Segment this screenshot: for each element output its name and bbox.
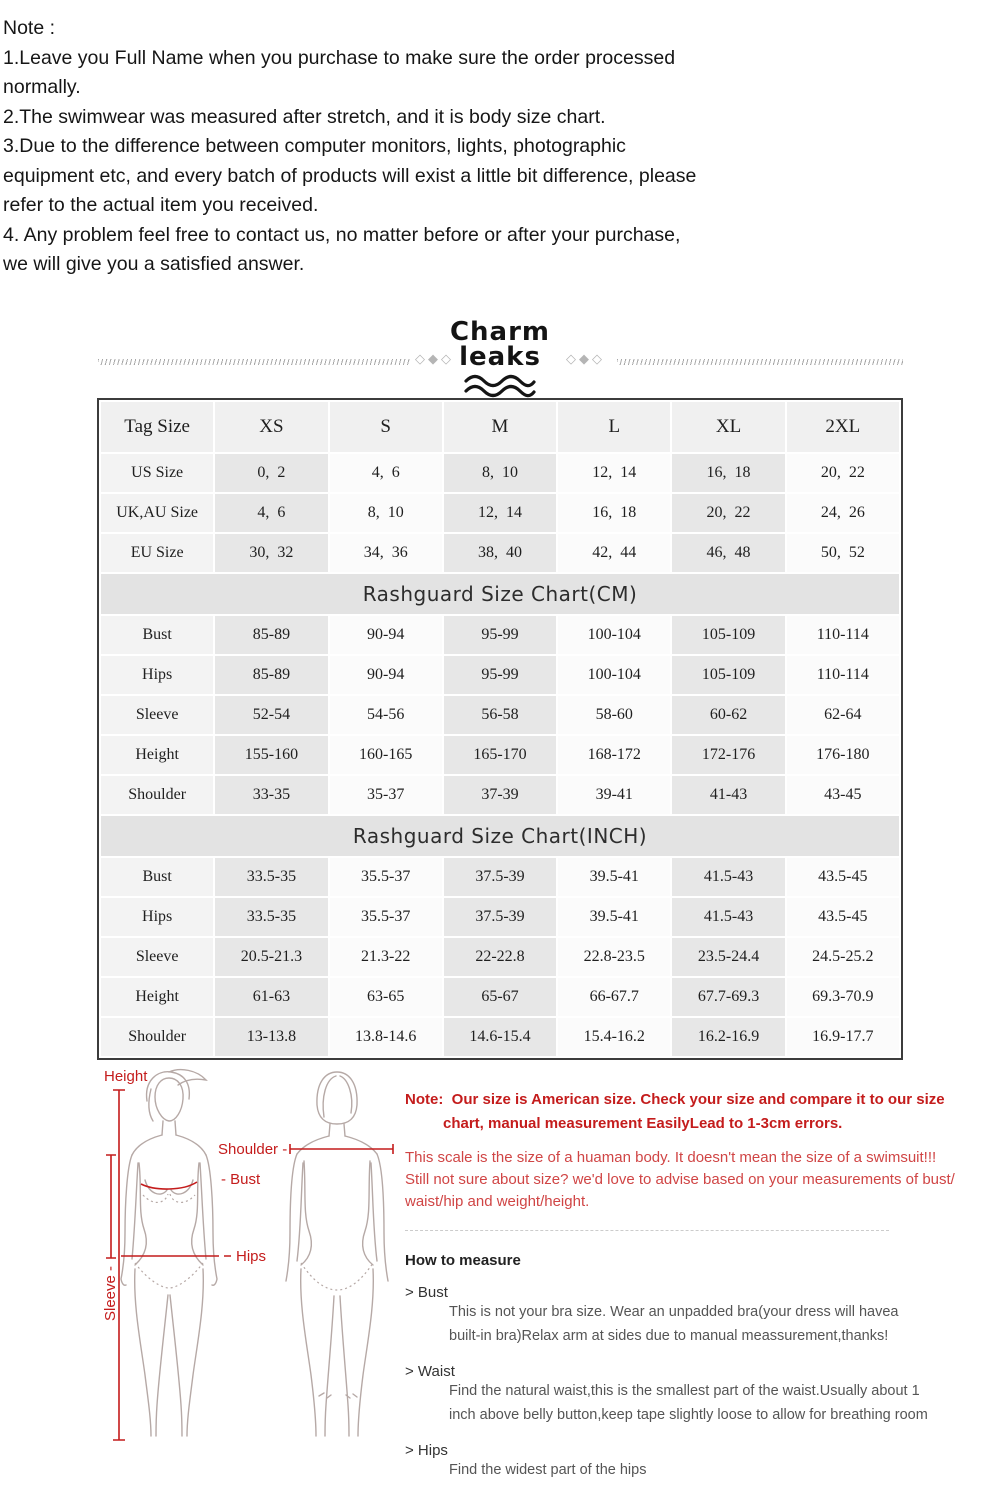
height-label: Height bbox=[104, 1068, 148, 1085]
seller-note bbox=[3, 14, 696, 280]
size-cell: 23.5-24.4 bbox=[672, 938, 784, 976]
size-cell: 41.5-43 bbox=[672, 858, 784, 896]
size-cell: 95-99 bbox=[444, 656, 556, 694]
note-line: Note: Our size is American size. Check your size and compare it to our size bbox=[405, 1091, 945, 1108]
size-cell: 60-62 bbox=[672, 696, 784, 734]
size-cell: 43.5-45 bbox=[787, 898, 899, 936]
row-label: Bust bbox=[101, 858, 213, 896]
size-cell: 15.4-16.2 bbox=[558, 1018, 670, 1056]
row-label: EU Size bbox=[101, 534, 213, 572]
size-cell: 30, 32 bbox=[215, 534, 327, 572]
size-cell: 24.5-25.2 bbox=[787, 938, 899, 976]
size-cell: 160-165 bbox=[330, 736, 442, 774]
measure-item-text: This is not your bra size. Wear an unpadded bra(your dress will havea bbox=[449, 1304, 899, 1320]
size-cell: 56-58 bbox=[444, 696, 556, 734]
row-label: Height bbox=[101, 736, 213, 774]
size-cell: 22-22.8 bbox=[444, 938, 556, 976]
measure-item-text: Find the widest part of the hips bbox=[449, 1462, 647, 1478]
size-table bbox=[97, 398, 903, 1060]
size-cell: 65-67 bbox=[444, 978, 556, 1016]
size-cell: 0, 2 bbox=[215, 454, 327, 492]
size-cell: 34, 36 bbox=[330, 534, 442, 572]
size-cell: 43-45 bbox=[787, 776, 899, 814]
column-header: XL bbox=[672, 402, 784, 452]
column-header: L bbox=[558, 402, 670, 452]
size-cell: 35-37 bbox=[330, 776, 442, 814]
hatch-divider-left bbox=[98, 359, 410, 365]
size-cell: 168-172 bbox=[558, 736, 670, 774]
measure-item-text: built-in bra)Relax arm at sides due to manual meassurement,thanks! bbox=[449, 1327, 889, 1344]
row-label: Bust bbox=[101, 616, 213, 654]
size-cell: 16.2-16.9 bbox=[672, 1018, 784, 1056]
note-line: 4. Any problem feel free to contact us, no matter before or after your purchase, bbox=[3, 223, 681, 246]
corner-header: Tag Size bbox=[101, 402, 213, 452]
size-cell: 37.5-39 bbox=[444, 858, 556, 896]
note-line: we will give you a satisfied answer. bbox=[3, 253, 305, 275]
column-header: M bbox=[444, 402, 556, 452]
size-cell: 41-43 bbox=[672, 776, 784, 814]
size-cell: 20.5-21.3 bbox=[215, 938, 327, 976]
size-cell: 100-104 bbox=[558, 656, 670, 694]
row-label: Sleeve bbox=[101, 938, 213, 976]
body-diagram bbox=[85, 1063, 415, 1468]
row-label: US Size bbox=[101, 454, 213, 492]
size-cell: 100-104 bbox=[558, 616, 670, 654]
size-cell: 95-99 bbox=[444, 616, 556, 654]
note-line: 1.Leave you Full Name when you purchase to make sure the order processed bbox=[3, 46, 676, 69]
size-cell: 90-94 bbox=[330, 616, 442, 654]
size-cell: 52-54 bbox=[215, 696, 327, 734]
size-cell: 33.5-35 bbox=[215, 858, 327, 896]
size-cell: 172-176 bbox=[672, 736, 784, 774]
size-cell: 13.8-14.6 bbox=[330, 1018, 442, 1056]
section-title: Rashguard Size Chart(INCH) bbox=[101, 816, 899, 856]
note-line: 2.The swimwear was measured after stretch, and it is body size chart. bbox=[3, 105, 606, 128]
note-line: normally. bbox=[3, 76, 81, 98]
brand-name-line2: leaks bbox=[459, 342, 541, 372]
size-cell: 37.5-39 bbox=[444, 898, 556, 936]
size-cell: 8, 10 bbox=[444, 454, 556, 492]
size-cell: 46, 48 bbox=[672, 534, 784, 572]
hatch-divider-right bbox=[617, 359, 903, 365]
body-size-warning bbox=[405, 1147, 997, 1213]
size-cell: 39.5-41 bbox=[558, 858, 670, 896]
size-cell: 12, 14 bbox=[558, 454, 670, 492]
column-header: XS bbox=[215, 402, 327, 452]
size-cell: 16, 18 bbox=[672, 454, 784, 492]
size-cell: 16, 18 bbox=[558, 494, 670, 532]
size-cell: 69.3-70.9 bbox=[787, 978, 899, 1016]
shoulder-label: Shoulder - bbox=[218, 1141, 288, 1158]
row-label: Hips bbox=[101, 898, 213, 936]
size-cell: 50, 52 bbox=[787, 534, 899, 572]
size-cell: 35.5-37 bbox=[330, 858, 442, 896]
size-cell: 22.8-23.5 bbox=[558, 938, 670, 976]
warning-line: Still not sure about size? we'd love to advise based on your measurements of bust/ bbox=[405, 1171, 955, 1188]
size-cell: 43.5-45 bbox=[787, 858, 899, 896]
how-to-measure-title: How to measure bbox=[405, 1252, 521, 1269]
size-cell: 38, 40 bbox=[444, 534, 556, 572]
size-cell: 105-109 bbox=[672, 616, 784, 654]
sleeve-label: Sleeve - bbox=[102, 1265, 119, 1321]
brand-name-line1: Charm bbox=[449, 317, 551, 347]
size-cell: 110-114 bbox=[787, 656, 899, 694]
size-cell: 85-89 bbox=[215, 656, 327, 694]
sleeve-line bbox=[106, 1155, 116, 1258]
size-cell: 37-39 bbox=[444, 776, 556, 814]
diamond-ornament-icon: ◇◆◇ bbox=[415, 352, 454, 367]
row-label: UK,AU Size bbox=[101, 494, 213, 532]
diamond-ornament-icon: ◇◆◇ bbox=[566, 352, 605, 367]
size-cell: 12, 14 bbox=[444, 494, 556, 532]
row-label: Hips bbox=[101, 656, 213, 694]
measure-item-waist: > Waist bbox=[405, 1363, 455, 1380]
sizing-notes bbox=[405, 1088, 997, 1483]
column-header: S bbox=[330, 402, 442, 452]
note-line: 3.Due to the difference between computer monitors, lights, photographic bbox=[3, 135, 626, 157]
measure-item-hips: > Hips bbox=[405, 1442, 448, 1459]
size-cell: 176-180 bbox=[787, 736, 899, 774]
size-cell: 4, 6 bbox=[330, 454, 442, 492]
size-cell: 8, 10 bbox=[330, 494, 442, 532]
size-cell: 110-114 bbox=[787, 616, 899, 654]
size-cell: 35.5-37 bbox=[330, 898, 442, 936]
warning-line: This scale is the size of a huaman body. It doesn't mean the size of a swimsuit!!! bbox=[405, 1149, 937, 1166]
size-cell: 24, 26 bbox=[787, 494, 899, 532]
size-cell: 13-13.8 bbox=[215, 1018, 327, 1056]
note-line: equipment etc, and every batch of products will exist a little bit difference, please bbox=[3, 164, 697, 187]
measure-item-text: Find the natural waist,this is the smallest part of the waist.Usually about 1 bbox=[449, 1383, 920, 1399]
size-cell: 85-89 bbox=[215, 616, 327, 654]
warning-line: waist/hip and weight/height. bbox=[405, 1193, 590, 1210]
size-cell: 4, 6 bbox=[215, 494, 327, 532]
back-body-sketch bbox=[286, 1072, 388, 1436]
size-cell: 63-65 bbox=[330, 978, 442, 1016]
size-cell: 39.5-41 bbox=[558, 898, 670, 936]
size-cell: 67.7-69.3 bbox=[672, 978, 784, 1016]
measure-item-bust: > Bust bbox=[405, 1284, 448, 1301]
size-cell: 62-64 bbox=[787, 696, 899, 734]
row-label: Shoulder bbox=[101, 1018, 213, 1056]
dashed-divider bbox=[405, 1230, 889, 1231]
size-cell: 90-94 bbox=[330, 656, 442, 694]
hips-label: Hips bbox=[236, 1248, 267, 1265]
size-cell: 16.9-17.7 bbox=[787, 1018, 899, 1056]
bust-label: - Bust bbox=[221, 1171, 261, 1188]
row-label: Sleeve bbox=[101, 696, 213, 734]
size-cell: 105-109 bbox=[672, 656, 784, 694]
size-cell: 20, 22 bbox=[787, 454, 899, 492]
waves-icon bbox=[461, 373, 539, 399]
size-cell: 41.5-43 bbox=[672, 898, 784, 936]
american-size-note bbox=[405, 1088, 997, 1136]
size-cell: 21.3-22 bbox=[330, 938, 442, 976]
size-cell: 155-160 bbox=[215, 736, 327, 774]
size-cell: 42, 44 bbox=[558, 534, 670, 572]
brand-logo bbox=[440, 317, 560, 399]
row-label: Shoulder bbox=[101, 776, 213, 814]
size-cell: 39-41 bbox=[558, 776, 670, 814]
front-body-sketch bbox=[121, 1070, 217, 1436]
size-cell: 165-170 bbox=[444, 736, 556, 774]
size-cell: 58-60 bbox=[558, 696, 670, 734]
size-cell: 20, 22 bbox=[672, 494, 784, 532]
note-title: Note : bbox=[3, 17, 56, 39]
section-title: Rashguard Size Chart(CM) bbox=[101, 574, 899, 614]
size-cell: 66-67.7 bbox=[558, 978, 670, 1016]
size-cell: 54-56 bbox=[330, 696, 442, 734]
size-cell: 61-63 bbox=[215, 978, 327, 1016]
measure-item-text: inch above belly button,keep tape slightly loose to allow for breathing room bbox=[449, 1406, 928, 1423]
size-cell: 33.5-35 bbox=[215, 898, 327, 936]
size-cell: 14.6-15.4 bbox=[444, 1018, 556, 1056]
note-line: refer to the actual item you received. bbox=[3, 194, 319, 216]
note-line: chart, manual measurement EasilyLead to 1-3cm errors. bbox=[443, 1115, 843, 1132]
row-label: Height bbox=[101, 978, 213, 1016]
column-header: 2XL bbox=[787, 402, 899, 452]
size-cell: 33-35 bbox=[215, 776, 327, 814]
